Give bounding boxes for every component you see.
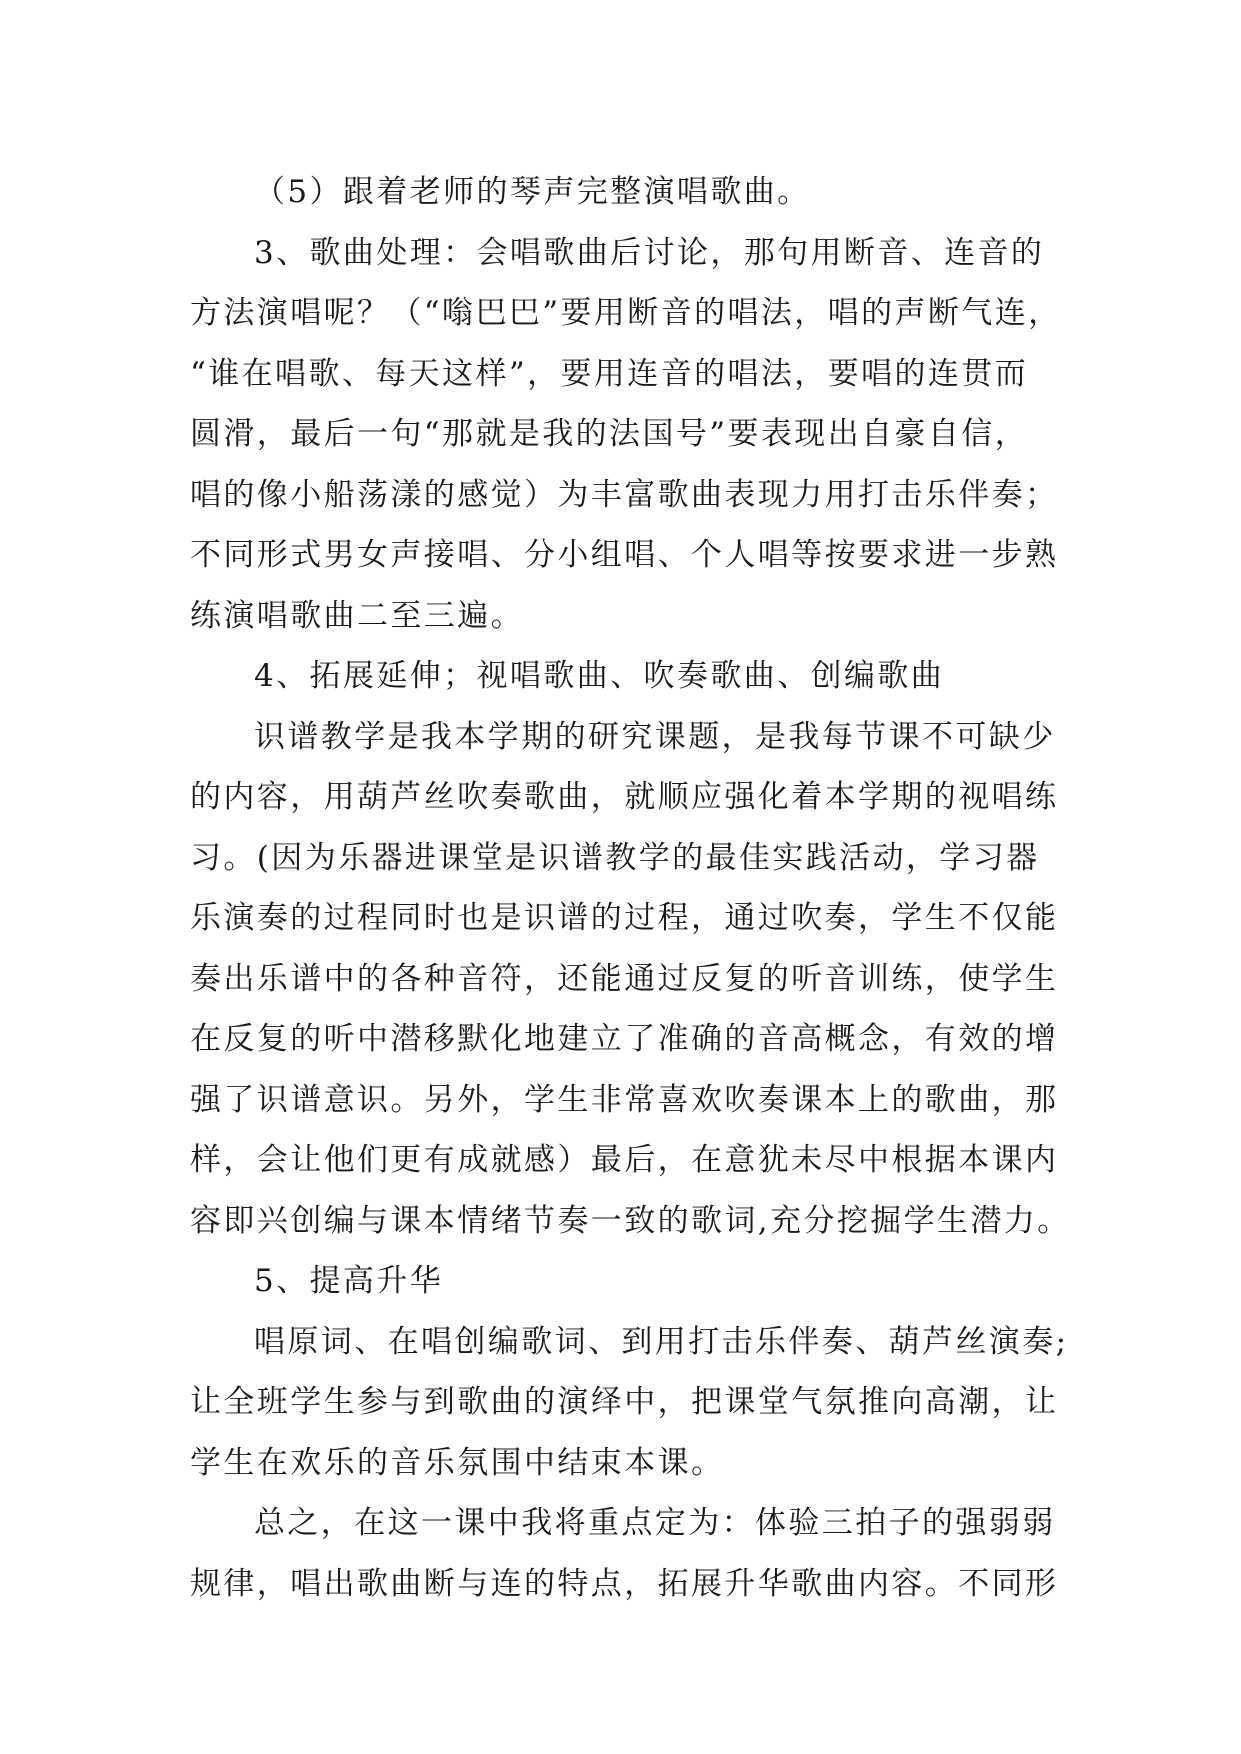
text-line: 在反复的听中潜移默化地建立了准确的音高概念，有效的增 bbox=[190, 1021, 1059, 1057]
text-line: 5、提高升华 bbox=[254, 1263, 444, 1299]
text-line: 习。(因为乐器进课堂是识谱教学的最佳实践活动，学习器 bbox=[190, 839, 1040, 876]
text-line: 总之，在这一课中我将重点定为：体验三拍子的强弱弱 bbox=[254, 1505, 1056, 1541]
text-line: 让全班学生参与到歌曲的演绎中，把课堂气氛推向高潮，让 bbox=[190, 1384, 1059, 1420]
text-line: 唱的像小船荡漾的感觉）为丰富歌曲表现力用打击乐伴奏； bbox=[190, 476, 1059, 513]
text-line: 学生在欢乐的音乐氛围中结束本课。 bbox=[190, 1444, 725, 1481]
text-line: 方法演唱呢？（“嗡巴巴”要用断音的唱法，唱的声断气连， bbox=[190, 295, 1062, 331]
text-line: 容即兴创编与课本情绪节奏一致的歌词,充分挖掘学生潜力。 bbox=[190, 1202, 1071, 1239]
text-line: （5）跟着老师的琴声完整演唱歌曲。 bbox=[254, 174, 811, 210]
text-line: 3、歌曲处理：会唱歌曲后讨论，那句用断音、连音的 bbox=[254, 234, 1045, 271]
text-line: 的内容，用葫芦丝吹奏歌曲，就顺应强化着本学期的视唱练 bbox=[190, 779, 1059, 815]
text-line: “谁在唱歌、每天这样”，要用连音的唱法，要唱的连贯而 bbox=[190, 355, 1029, 392]
text-line: 练演唱歌曲二至三遍。 bbox=[190, 597, 524, 634]
text-line: 识谱教学是我本学期的研究课题，是我每节课不可缺少 bbox=[254, 718, 1056, 755]
text-line: 乐演奏的过程同时也是识谱的过程，通过吹奏，学生不仅能 bbox=[190, 900, 1059, 936]
text-line: 圆滑，最后一句“那就是我的法国号”要表现出自豪自信， bbox=[190, 416, 1029, 452]
text-line: 样，会让他们更有成就感）最后，在意犹未尽中根据本课内 bbox=[190, 1142, 1059, 1178]
text-line: 规律，唱出歌曲断与连的特点，拓展升华歌曲内容。不同形 bbox=[190, 1565, 1059, 1602]
text-line: 奏出乐谱中的各种音符，还能通过反复的听音训练，使学生 bbox=[190, 960, 1059, 997]
text-line: 不同形式男女声接唱、分小组唱、个人唱等按要求进一步熟 bbox=[190, 537, 1059, 573]
text-line: 4、拓展延伸；视唱歌曲、吹奏歌曲、创编歌曲 bbox=[254, 658, 945, 694]
text-line: 强了识谱意识。另外，学生非常喜欢吹奏课本上的歌曲，那 bbox=[190, 1081, 1059, 1118]
text-line: 唱原词、在唱创编歌词、到用打击乐伴奏、葫芦丝演奏; bbox=[254, 1323, 1069, 1360]
document-body bbox=[190, 162, 1070, 1614]
